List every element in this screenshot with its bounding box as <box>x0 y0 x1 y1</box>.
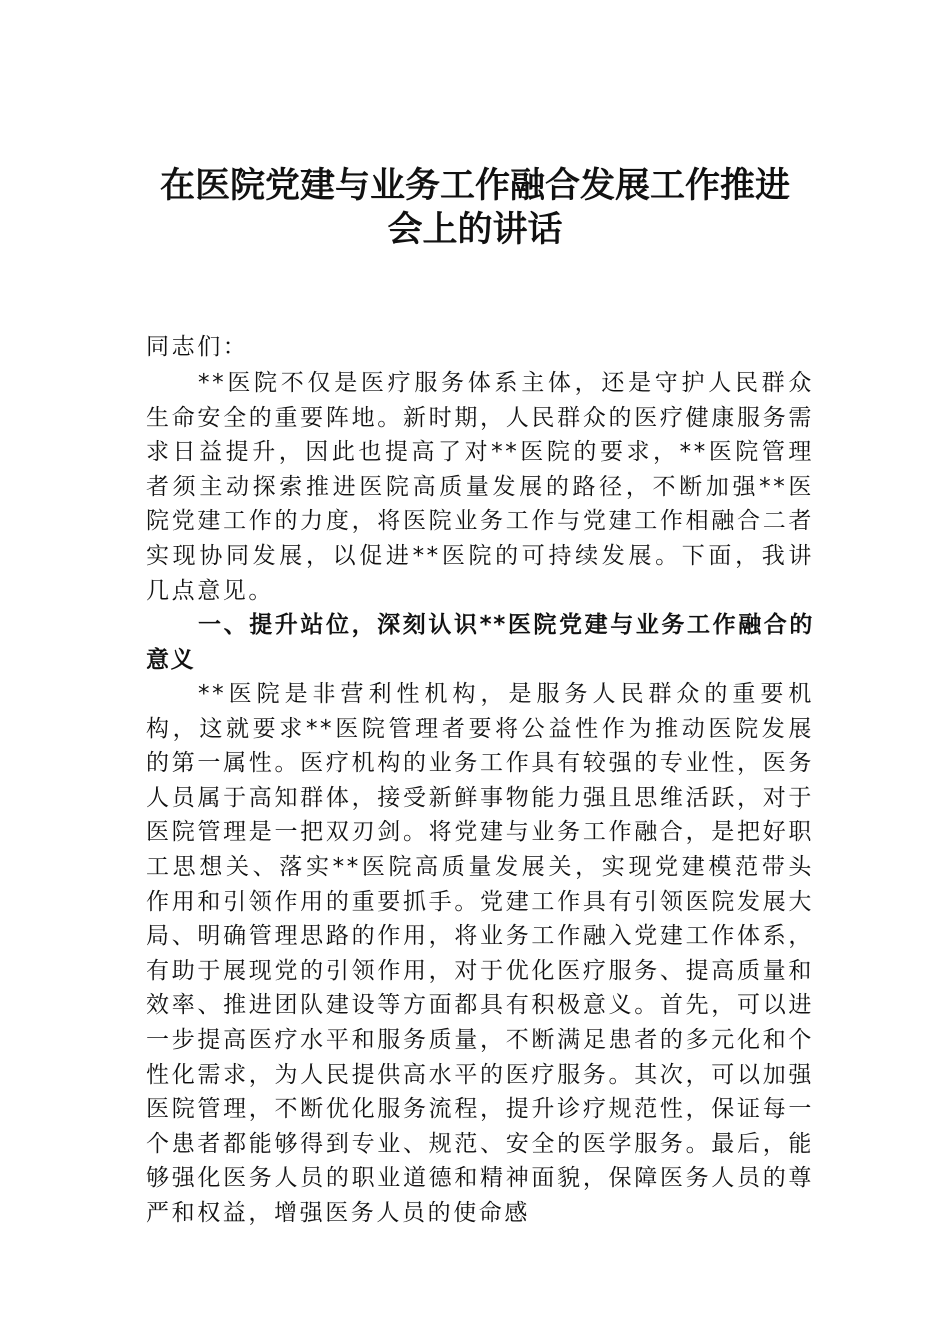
section-heading-1: 一、提升站位，深刻认识**医院党建与业务工作融合的意义 <box>146 612 814 673</box>
section-1-paragraph: **医院是非营利性机构，是服务人民群众的重要机构，这就要求**医院管理者要将公益性作为推动医院发展的第一属性。医疗机构的业务工作具有较强的专业性，医务人员属于高知群体，接受新鲜事物能力强且思维活跃，对于医院管理是一把双刃剑。将党建与业务工作融合，是把好职工思想关、落实**医院高质量发展关，实现党建模范带头作用和引领作用的重要抓手。党建工作具有引领医院发展大局、明确管理思路的作用，将业务工作融入党建工作体系，有助于展现党的引领作用，对于优化医疗服务、提高质量和效率、推进团队建设等方面都具有积极意义。首先，可以进一步提高医疗水平和服务质量，不断满足患者的多元化和个性化需求，为人民提供高水平的医疗服务。其次，可以加强医院管理，不断优化服务流程，提升诊疗规范性，保证每一个患者都能够得到专业、规范、安全的医学服务。最后，能够强化医务人员的职业道德和精神面貌，保障医务人员的尊严和权益，增强医务人员的使命感 <box>146 681 814 1226</box>
intro-paragraph: **医院不仅是医疗服务体系主体，还是守护人民群众生命安全的重要阵地。新时期，人民群众的医疗健康服务需求日益提升，因此也提高了对**医院的要求，**医院管理者须主动探索推进医院高质量发展的路径，不断加强**医院党建工作的力度，将医院业务工作与党建工作相融合二者实现协同发展，以促进**医院的可持续发展。下面，我讲几点意见。 <box>146 370 814 604</box>
document-title-line-2: 会上的讲话 <box>387 209 563 250</box>
salutation: 同志们： <box>146 334 249 360</box>
document-title-line-1: 在医院党建与业务工作融合发展工作推进 <box>159 165 790 206</box>
